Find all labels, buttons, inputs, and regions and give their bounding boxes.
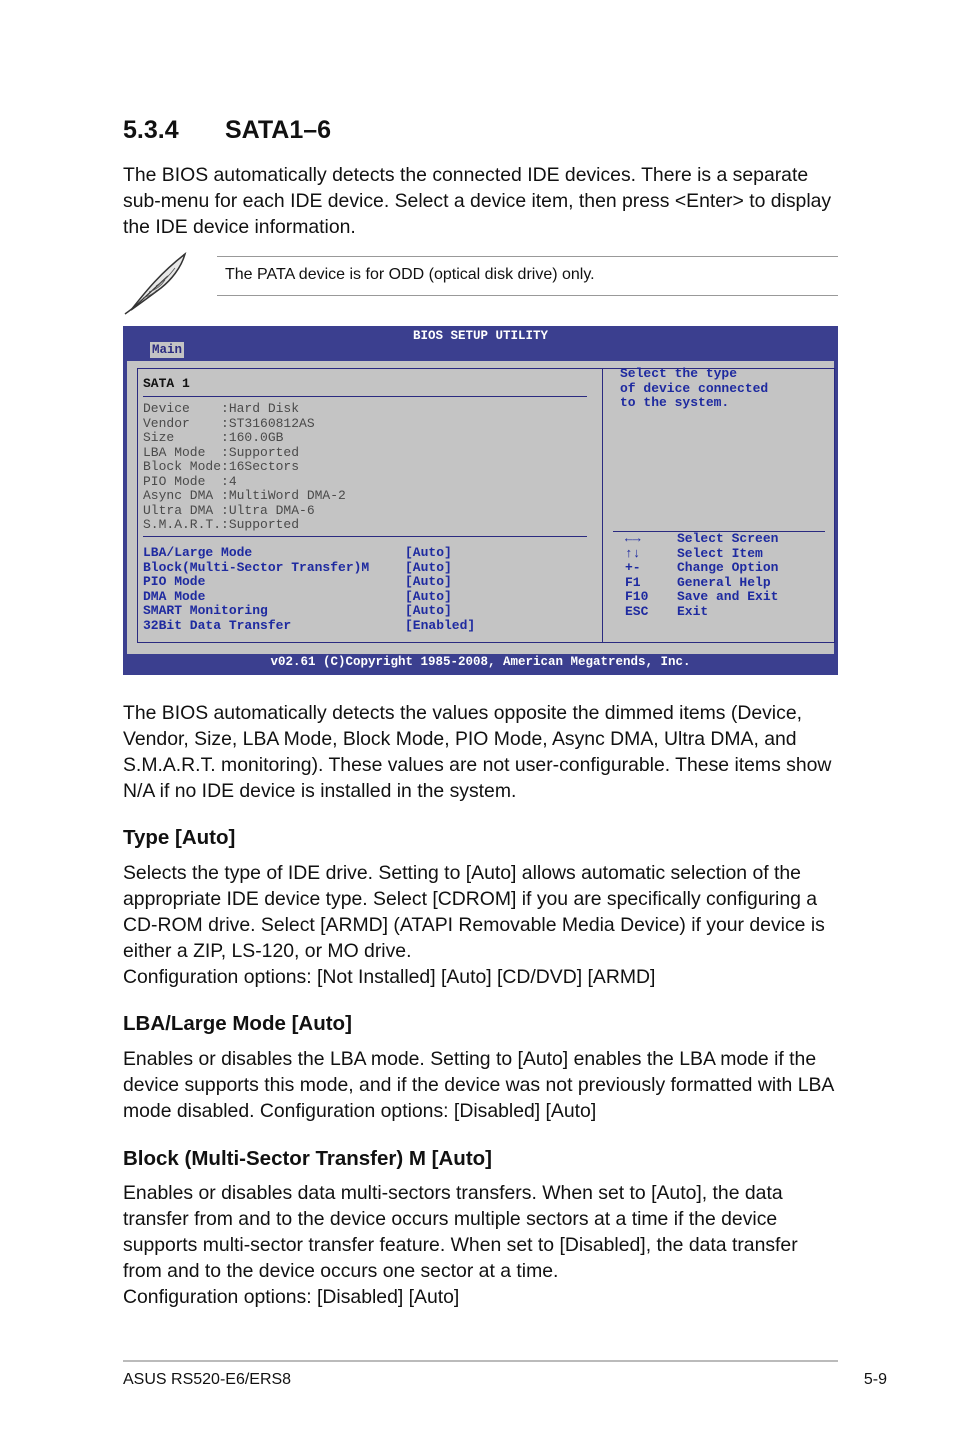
intro-paragraph: The BIOS automatically detects the connected IDE devices. There is a separate sub-menu for each IDE device. Select a device item, then press <Enter> to display the IDE device information. (123, 164, 832, 238)
option-label[interactable]: PIO Mode (143, 574, 206, 589)
section-number: 5.3.4 (123, 116, 179, 144)
option-label[interactable]: SMART Monitoring (143, 603, 268, 618)
key-name: F1 (625, 574, 641, 590)
bios-title: BIOS SETUP UTILITY (412, 329, 549, 343)
option-label[interactable]: DMA Mode (143, 588, 206, 604)
key-action: Select Screen (677, 531, 779, 546)
key-action: Change Option (677, 560, 779, 575)
device-info-line: LBA Mode :Supported (143, 444, 300, 460)
key-name: ←→ (625, 531, 641, 546)
panel-divider (143, 396, 587, 397)
type-heading: Type [Auto] (123, 826, 236, 849)
after-bios-paragraph: The BIOS automatically detects the values opposite the dimmed items (Device, Vendor, Size, LBA Mode, Block Mode, PIO Mode, Async DMA, Ultra DMA, and S.M.A.R.T. monitoring). These values are not user-configurable. These items show N/A if no IDE device is installed in the system. (123, 702, 832, 802)
device-info-line: Async DMA :MultiWord DMA-2 (143, 488, 346, 503)
key-action: Exit (677, 603, 709, 619)
device-info-line: Ultra DMA :Ultra DMA-6 (143, 502, 315, 518)
note-top-rule (217, 256, 838, 257)
footer-model: ASUS RS520-E6/ERS8 (123, 1371, 292, 1388)
option-value[interactable]: [Auto] (405, 574, 452, 589)
option-label[interactable]: 32Bit Data Transfer (143, 617, 292, 633)
option-label[interactable]: Block(Multi-Sector Transfer)M (143, 559, 370, 575)
block-heading: Block (Multi-Sector Transfer) M [Auto] (123, 1147, 493, 1170)
feather-note-icon (123, 250, 193, 318)
bios-footer: v02.61 (C)Copyright 1985-2008, American Megatrends, Inc. (270, 655, 691, 669)
option-value[interactable]: [Auto] (405, 588, 452, 604)
device-info-line: Vendor :ST3160812AS (143, 415, 315, 431)
key-action: General Help (677, 574, 771, 590)
bios-screen (123, 326, 838, 675)
option-value[interactable]: [Enabled] (405, 617, 476, 633)
help-line: to the system. (620, 395, 730, 410)
help-line: Select the type (620, 366, 738, 381)
key-name: ↑↓ (625, 545, 641, 561)
section-heading (123, 116, 331, 145)
option-label[interactable]: LBA/Large Mode (143, 545, 253, 560)
key-action: Select Item (677, 545, 763, 561)
options-divider (143, 536, 587, 537)
device-info-line: S.M.A.R.T.:Supported (143, 517, 300, 532)
note-text: The PATA device is for ODD (optical disk drive) only. (225, 266, 595, 283)
lba-body: Enables or disables the LBA mode. Setting to [Auto] enables the LBA mode if the device supports this mode, and if the device was not previously formatted with LBA mode disabled. Configuration options: [Disabled] [Auto] (123, 1048, 834, 1122)
note-bottom-rule (217, 295, 838, 296)
device-info-line: Size :160.0GB (143, 430, 284, 445)
footer-rule (123, 1360, 838, 1362)
device-info-line: PIO Mode :4 (143, 473, 237, 489)
device-info-line: Device :Hard Disk (143, 401, 300, 416)
bios-body (127, 361, 834, 654)
help-line: of device connected (620, 380, 769, 396)
block-body: Enables or disables data multi-sectors transfers. When set to [Auto], the data transfer from and to the device occurs multiple sectors at a time if the device supports multi-sector transfer feature. When set to [Disabled], the data transfer from and to the device occurs one sector at a time. (123, 1182, 798, 1282)
footer-page-number: 5-9 (863, 1371, 887, 1388)
key-name: ESC (625, 603, 649, 619)
key-action: Save and Exit (677, 589, 779, 604)
type-body: Selects the type of IDE drive. Setting to [Auto] allows automatic selection of the appropriate IDE device type. Select [CDROM] if you are specifically configuring a CD-ROM drive. Select [ARMD] (ATAPI Removable Media Device) if your device is either a ZIP, LS-120, or MO drive. (123, 862, 825, 962)
key-name: +- (625, 560, 641, 575)
option-value[interactable]: [Auto] (405, 545, 452, 560)
device-info-line: Block Mode:16Sectors (143, 459, 300, 474)
option-value[interactable]: [Auto] (405, 603, 452, 618)
panel-title: SATA 1 (143, 376, 190, 391)
type-config: Configuration options: [Not Installed] [Auto] [CD/DVD] [ARMD] (123, 966, 656, 988)
block-config: Configuration options: [Disabled] [Auto] (123, 1286, 460, 1308)
bios-tab-main[interactable]: Main (152, 343, 183, 357)
lba-heading: LBA/Large Mode [Auto] (123, 1012, 352, 1035)
option-value[interactable]: [Auto] (405, 559, 452, 575)
key-name: F10 (625, 589, 649, 604)
section-title: SATA1–6 (225, 116, 332, 144)
